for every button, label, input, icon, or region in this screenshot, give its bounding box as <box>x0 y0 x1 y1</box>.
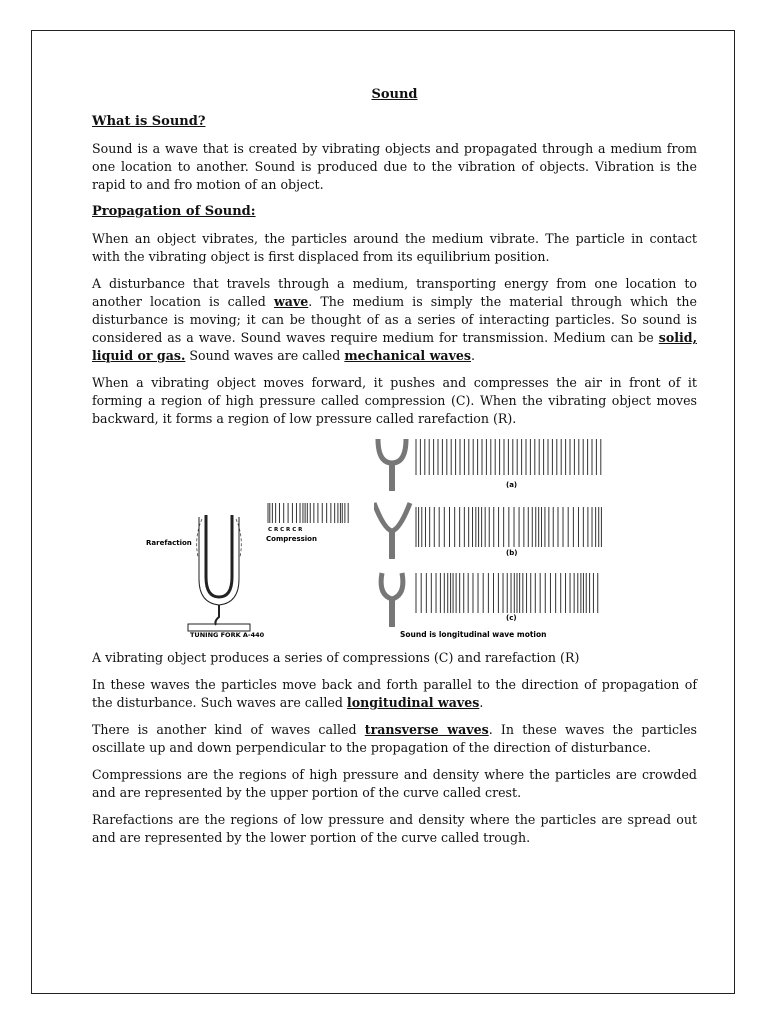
tuning-fork-diagram <box>144 497 354 637</box>
text-span: Sound waves are called <box>185 348 345 363</box>
fork-a <box>378 439 406 491</box>
text-span: A disturbance that travels through a medium, transporting energy from one location to another location is called <box>92 276 697 309</box>
text-span: . The medium is simply the material through which the disturbance is moving; it can be thought of as a series of interacting particles. So sound is considered as a wave. Sound waves require medium for transmission. Medium can be <box>92 294 697 345</box>
label-a: (a) <box>506 481 518 489</box>
paragraph-rarefactions: Rarefactions are the regions of low pressure and density where the particles are spread out and are represented by the lower portion of the curve called trough. <box>92 812 697 845</box>
text-span: . In these waves the particles oscillate up and down perpendicular to the propagation of the direction of disturbance. <box>92 722 698 755</box>
paragraph-longitudinal <box>92 676 697 712</box>
term-mechanical-waves: mechanical waves <box>344 348 472 363</box>
page-title: Sound <box>371 87 418 102</box>
text-span: . <box>471 348 476 363</box>
wave-bars-b <box>416 507 601 547</box>
label-b: (b) <box>506 549 518 557</box>
heading-what-is-sound: What is Sound? <box>92 114 206 129</box>
paragraph-figure-caption: A vibrating object produces a series of compressions (C) and rarefaction (R) <box>92 650 580 665</box>
label-cr-letters: C R C R C R <box>268 527 303 533</box>
text-span: . <box>479 695 484 710</box>
wave-bars-a <box>416 439 601 475</box>
label-longitudinal: Sound is longitudinal wave motion <box>400 630 547 639</box>
longitudinal-wave-diagram <box>374 437 604 643</box>
label-rarefaction: Rarefaction <box>146 539 192 547</box>
paragraph-propagation-3: When a vibrating object moves forward, it pushes and compresses the air in front of it forming a region of high pressure called compression (C). When the vibrating object moves backward, it forms a region of low pressure called rarefaction (R). <box>92 375 697 426</box>
label-fork: TUNING FORK A-440 <box>190 631 265 637</box>
document-body <box>92 86 697 856</box>
paragraph-compressions: Compressions are the regions of high pressure and density where the particles are crowded and are represented by the upper portion of the curve called crest. <box>92 767 697 800</box>
heading-propagation: Propagation of Sound: <box>92 204 256 219</box>
figure-tuning-fork <box>92 437 697 643</box>
text-span: In these waves the particles move back and forth parallel to the direction of propagation of the disturbance. Such waves are called <box>92 677 697 710</box>
compression-bars <box>268 503 348 523</box>
fork-b <box>374 503 410 559</box>
term-transverse-waves: transverse waves <box>364 722 489 737</box>
paragraph-definition: Sound is a wave that is created by vibrating objects and propagated through a medium from one location to another. Sound is produced due to the vibration of objects. Vibration is the rapid to and fro motion of an object. <box>92 141 697 192</box>
paragraph-propagation-1: When an object vibrates, the particles around the medium vibrate. The particle in contact with the vibrating object is first displaced from its equilibrium position. <box>92 231 697 264</box>
wave-bars-c <box>416 573 598 613</box>
paragraph-transverse <box>92 721 697 757</box>
term-longitudinal-waves: longitudinal waves <box>346 695 480 710</box>
fork-c <box>381 573 403 627</box>
term-media: solid, liquid or gas. <box>92 330 697 363</box>
text-span: There is another kind of waves called <box>92 722 365 737</box>
term-wave: wave <box>273 294 309 309</box>
label-c: (c) <box>506 614 517 622</box>
paragraph-propagation-2 <box>92 275 697 365</box>
label-compression: Compression <box>266 535 317 543</box>
